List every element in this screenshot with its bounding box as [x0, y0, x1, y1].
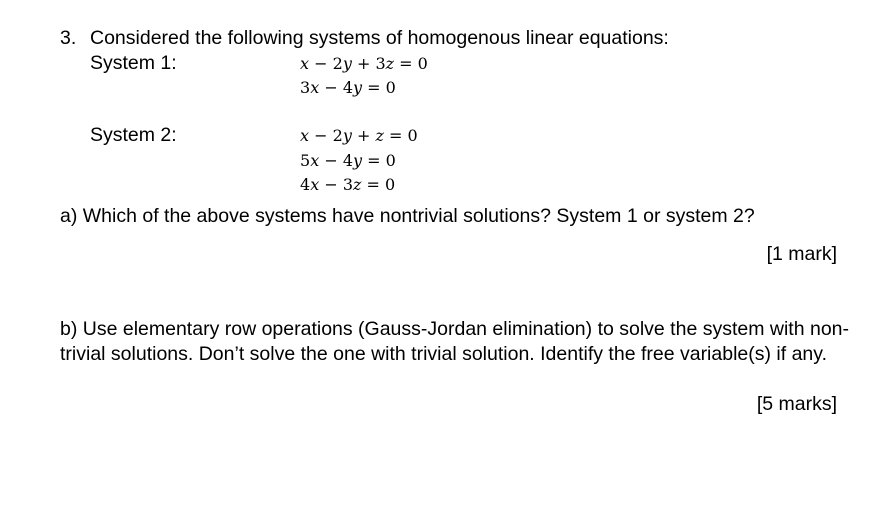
system-2-equation-1: x − 2y + z = 0 [300, 126, 418, 145]
part-a-marks: [1 mark] [766, 243, 837, 265]
system-1-equation-1: x − 2y + 3z = 0 [300, 54, 428, 73]
question-title: Considered the following systems of homogenous linear equations: [90, 27, 669, 49]
system-1-equation-2: 3x − 4y = 0 [300, 78, 396, 97]
system-2-equation-3: 4x − 3z = 0 [300, 175, 396, 194]
part-b-text: b) Use elementary row operations (Gauss-Jordan elimination) to solve the system with non-trivial solutions. Don’t solve the one with trivial solution. Identify the free variable(s) if any. [60, 318, 850, 365]
system-2-label: System 2: [90, 124, 177, 146]
question-number: 3. [60, 27, 77, 49]
system-1-label: System 1: [90, 52, 177, 74]
part-b-marks: [5 marks] [756, 393, 837, 415]
part-a-text: a) Which of the above systems have nontrivial solutions? System 1 or system 2? [60, 205, 755, 227]
system-2-equation-2: 5x − 4y = 0 [300, 151, 396, 170]
